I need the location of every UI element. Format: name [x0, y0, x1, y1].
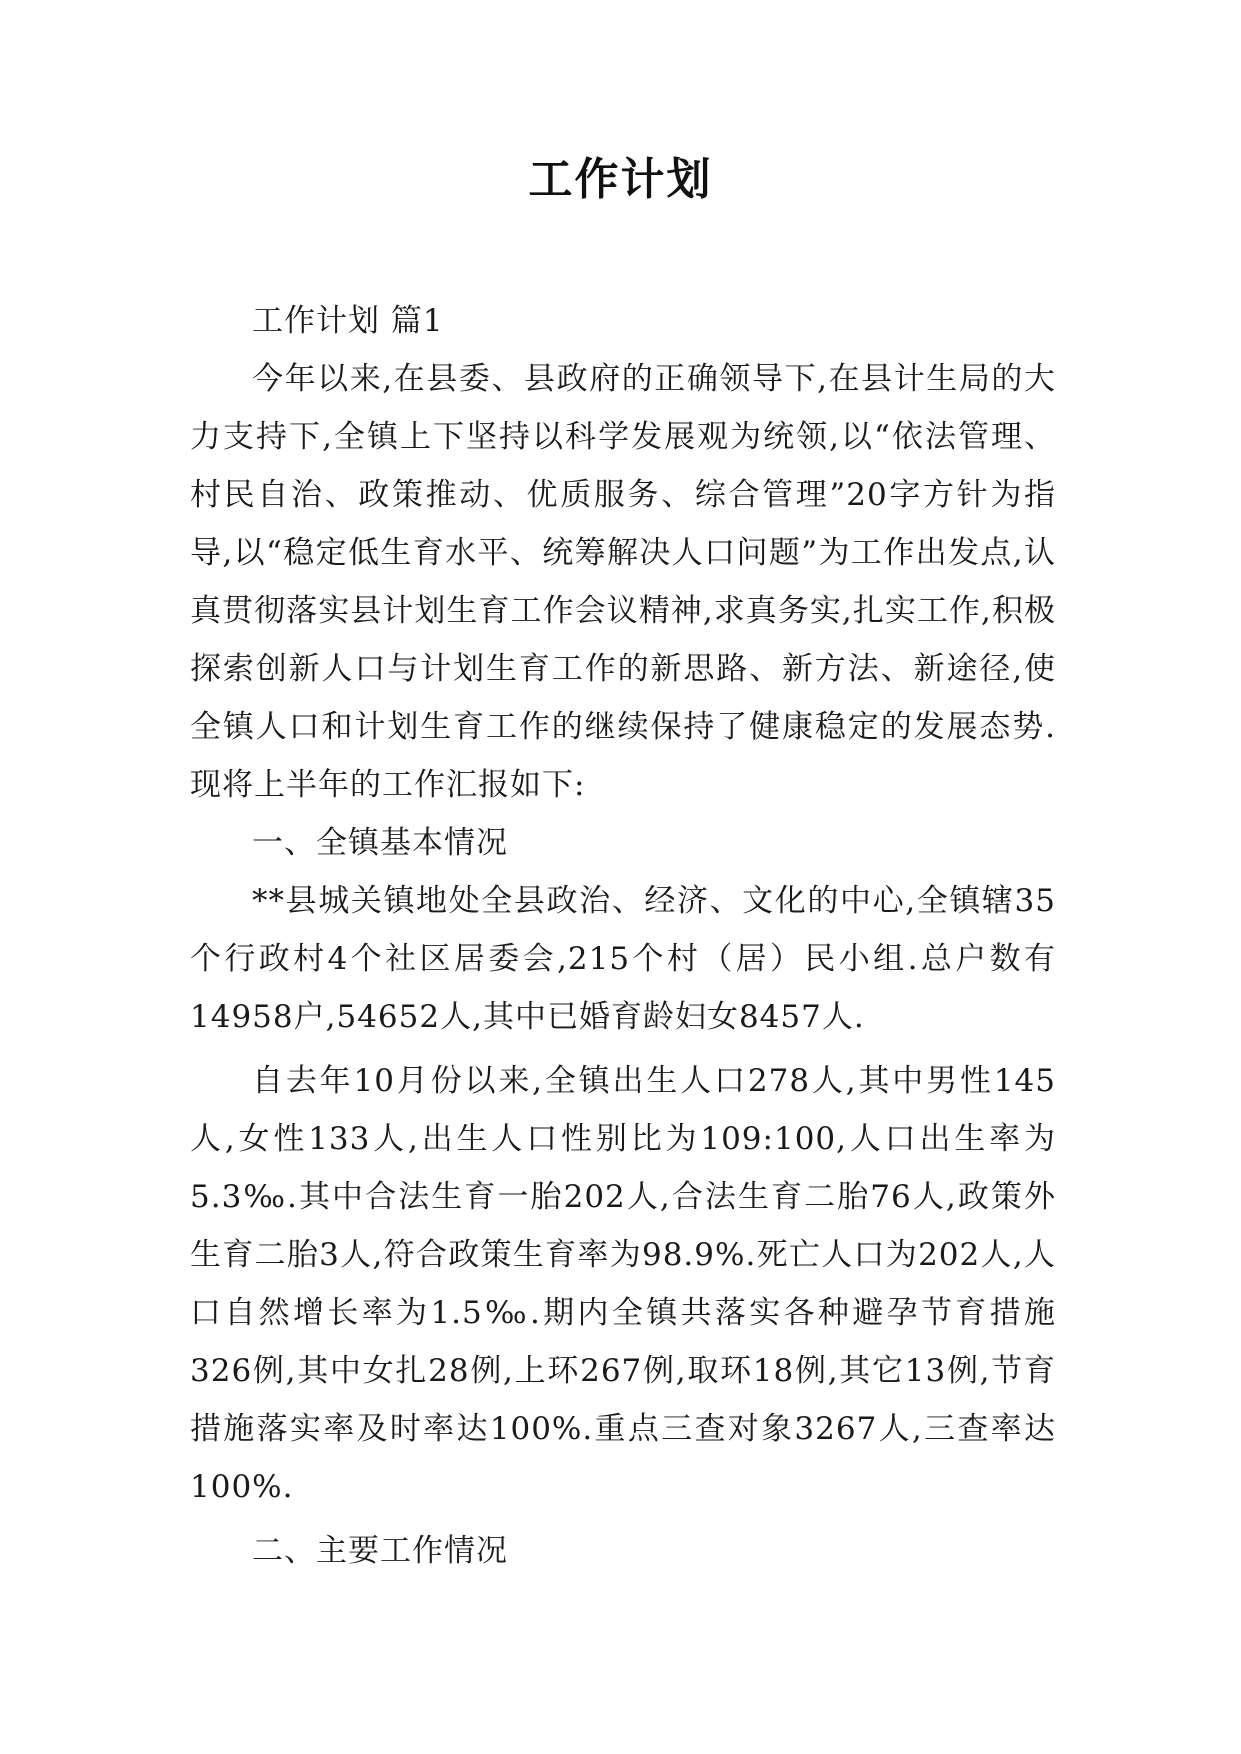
document-body [190, 292, 1056, 1580]
section-heading-main-work: 二、主要工作情况 [252, 1533, 508, 1569]
section-heading-basic-situation: 一、全镇基本情况 [252, 825, 508, 861]
basic-situation-paragraph: **县城关镇地处全县政治、经济、文化的中心,全镇辖35个行政村4个社区居委会,215个村（居）民小组.总户数有14958户,54652人,其中已婚育龄妇女8457人. [190, 883, 1056, 1035]
statistics-paragraph: 自去年10月份以来,全镇出生人口278人,其中男性145人,女性133人,出生人口性别比为109:100,人口出生率为5.3‰.其中合法生育一胎202人,合法生育二胎76人,政策外生育二胎3人,符合政策生育率为98.9%.死亡人口为202人,人口自然增长率为1.5‰.期内全镇共落实各种避孕节育措施326例,其中女扎28例,上环267例,取环18例,其它13例,节育措施落实率及时率达100%.重点三查对象3267人,三查率达100%. [190, 1063, 1056, 1505]
section-label: 工作计划 篇1 [252, 303, 444, 339]
document-title: 工作计划 [528, 154, 713, 205]
intro-paragraph: 今年以来,在县委、县政府的正确领导下,在县计生局的大力支持下,全镇上下坚持以科学发展观为统领,以“依法管理、村民自治、政策推动、优质服务、综合管理”20字方针为指导,以“稳定低生育水平、统筹解决人口问题”为工作出发点,认真贯彻落实县计划生育工作会议精神,求真务实,扎实工作,积极探索创新人口与计划生育工作的新思路、新方法、新途径,使全镇人口和计划生育工作的继续保持了健康稳定的发展态势.现将上半年的工作汇报如下: [190, 361, 1056, 803]
